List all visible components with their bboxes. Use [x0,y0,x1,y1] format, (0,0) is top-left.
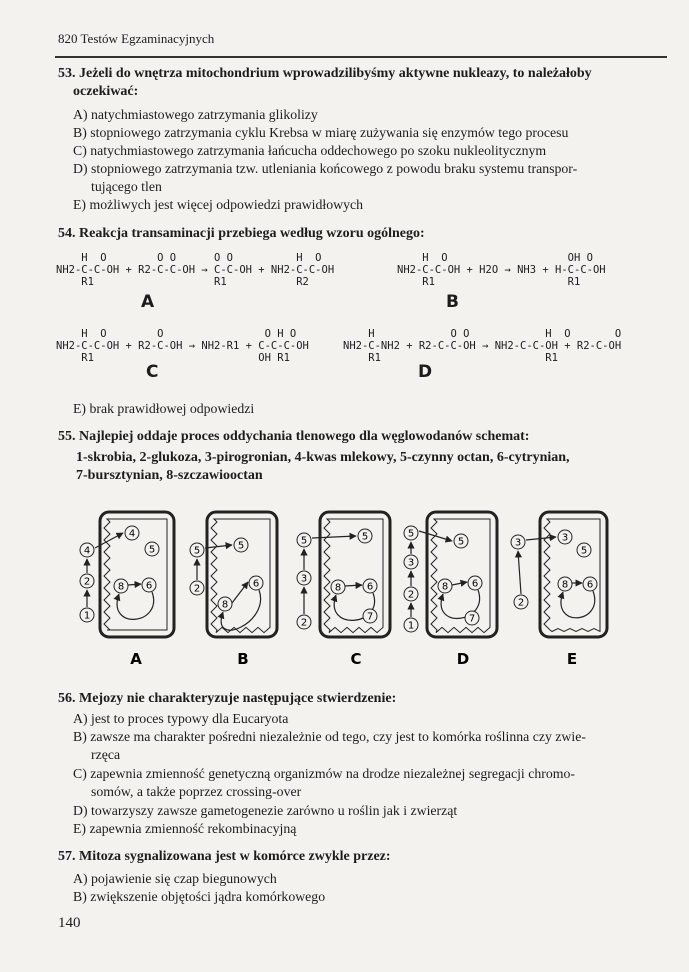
q54-option-e: E) brak prawidłowej odpowiedzi [73,401,255,416]
node-label: 5 [300,535,308,547]
diagram-label-c: C [350,650,362,668]
formula-a [56,252,334,288]
diagram-label-b: B [237,650,249,668]
q53-option-b: B) stopniowego zatrzymania cyklu Krebsa w miarę zużywania się enzymów tego procesu [73,125,569,140]
formula-b-label: B [446,292,459,312]
q56-option-b-cont: rzęca [91,747,121,762]
formula-c-main: NH2-C-C-OH + R2-C-OH → NH2-R1 + C-C-C-OH [56,340,309,352]
node-label: 2 [517,597,525,609]
node-label: 3 [300,573,308,585]
node-label: 6 [471,578,479,590]
formula-a-label: A [141,292,155,312]
node-label: 8 [561,579,569,591]
pathway-arrow [518,551,521,594]
q55-legend-line1: 1-skrobia, 2-glukoza, 3-pirogronian, 4-kwas mlekowy, 5-czynny octan, 6-cytrynian, [76,450,570,465]
q57-option-a: A) pojawienie się czap biegunowych [73,871,277,886]
node-label: 3 [407,557,415,569]
node-label: 5 [361,531,369,543]
q56-option-c: C) zapewnia zmienność genetyczną organizmów na drodze niezależnej segregacji chromo- [73,766,575,781]
formula-b [397,252,606,288]
question-53-title-cont: oczekiwać: [73,84,139,99]
running-header: 820 Testów Egzaminacyjnych [58,31,215,46]
node-label: 2 [193,583,201,595]
question-57-title: 57. Mitoza sygnalizowana jest w komórce zwykle przez: [58,849,391,864]
q56-option-d: D) towarzyszy zawsze gametogenezie zarówno u roślin jak i zwierząt [73,803,458,818]
formula-a-top: H O O O O O H O [56,252,322,264]
node-label: 6 [252,578,260,590]
question-56-title: 56. Mejozy nie charakteryzuje następujące stwierdzenie: [58,691,397,706]
node-label: 5 [193,545,201,557]
formula-b-main: NH2-C-C-OH + H2O → NH3 + H-C-C-OH [397,264,606,276]
node-label: 5 [580,545,588,557]
q53-option-c: C) natychmiastowego zatrzymania łańcucha oddechowego po szoku nukleolitycznym [73,143,547,158]
node-label: 6 [145,580,153,592]
cycle-arrow [452,582,467,585]
diagram-label-e: E [566,650,578,668]
node-label: 8 [334,582,342,594]
formula-b-bottom: R1 R1 [397,276,581,288]
question-53-title: 53. Jeżeli do wnętrza mitochondrium wprowadzilibyśmy aktywne nukleazy, to należałoby [58,66,592,81]
node-label: 8 [117,581,125,593]
node-label: 5 [148,544,156,556]
node-label: 6 [366,581,374,593]
node-label: 3 [561,532,569,544]
formula-d-label: D [418,362,433,382]
formula-a-bottom: R1 R1 R2 [56,276,309,288]
q53-option-e: E) możliwych jest więcej odpowiedzi prawidłowych [73,197,364,212]
header-rule [55,56,667,58]
question-55-title: 55. Najlepiej oddaje proces oddychania tlenowego dla węglowodanów schemat: [58,429,530,444]
q57-option-b: B) zwiększenie objętości jądra komórkowego [73,889,326,904]
mitochondrion-membrane [211,519,270,633]
node-label: 1 [83,610,91,622]
node-label: 8 [221,599,229,611]
q56-option-e: E) zapewnia zmienność rekombinacyjną [73,821,297,836]
node-label: 7 [468,613,476,625]
cell-wall [320,512,390,637]
q53-option-d: D) stopniowego zatrzymania tzw. utleniania końcowego z powodu braku systemu transpor- [73,161,578,176]
entry-arrow [205,545,232,548]
cell-wall [207,512,277,637]
q56-option-a: A) jest to proces typowy dla Eucaryota [73,711,289,726]
respiration-diagrams [70,500,630,675]
q53-option-d-cont: tującego tlen [91,179,162,194]
formula-c-label: C [146,362,159,382]
node-label: 1 [407,620,415,632]
cycle-arrow [128,584,141,585]
q53-option-a: A) natychmiastowego zatrzymania glikolizy [73,107,318,122]
formula-d-main: NH2-C-NH2 + R2-C-C-OH → NH2-C-C-OH + R2-C-OH [343,340,622,352]
node-label: 2 [300,617,308,629]
cycle-arrow [117,592,154,619]
formula-d-bottom: R1 R1 [343,352,558,364]
diagram-label-d: D [456,650,470,668]
node-label: 2 [407,589,415,601]
question-54-title: 54. Reakcja transaminacji przebiega według wzoru ogólnego: [58,226,425,241]
q56-option-c-cont: somów, a także poprzez crossing-over [91,784,302,799]
node-label: 2 [83,576,91,588]
formula-c [56,328,309,364]
cycle-arrow [345,585,362,586]
formula-d [343,328,621,364]
formula-c-top: H O O O H O [56,328,297,340]
page-number: 140 [58,915,81,931]
cycle-arrow [561,591,595,618]
node-label: 7 [366,611,374,623]
cycle-arrow [232,582,248,603]
formula-c-bottom: R1 OH R1 [56,352,290,364]
node-label: 8 [441,581,449,593]
node-label: 4 [83,545,91,557]
node-label: 5 [407,528,415,540]
node-label: 5 [237,540,245,552]
formula-a-main: NH2-C-C-OH + R2-C-C-OH → C-C-OH + NH2-C-C-OH [56,264,335,276]
formula-d-top: H O O H O O [343,328,622,340]
formula-b-top: H O OH O [397,252,593,264]
q55-legend-line2: 7-bursztynian, 8-szczawiooctan [76,468,263,483]
q56-option-b: B) zawsze ma charakter pośredni niezależnie od tego, czy jest to komórka roślinna czy zwie- [73,729,586,744]
node-label: 6 [586,579,594,591]
diagram-label-a: A [130,650,142,668]
node-label: 5 [457,536,465,548]
node-label: 3 [514,537,522,549]
node-label: 4 [128,528,136,540]
